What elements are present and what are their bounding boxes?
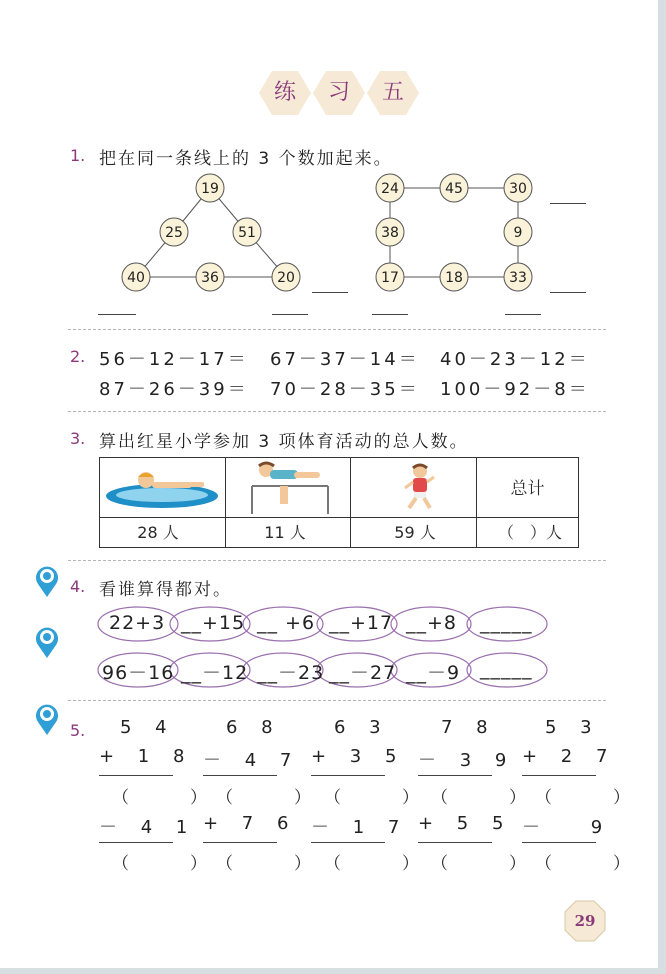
pin-icon (34, 625, 60, 659)
sq-node-bottom-mid: 18 (445, 270, 463, 286)
chain-2-step-3[interactable]: __－27 (329, 662, 397, 684)
sq-node-top-right: 30 (509, 181, 527, 197)
vertical-calc-3-op2: － 1 7 (311, 817, 409, 838)
tri-node-bottom-left: 40 (127, 270, 145, 286)
answer-blank-sq-top[interactable] (550, 203, 586, 204)
table-value-high-jump: 11 人 (264, 523, 306, 542)
equation-2-3: 100－92－8＝ (440, 379, 590, 400)
vertical-calc-2-answer2[interactable]: （ ） (216, 854, 333, 874)
vertical-calc-3-line2 (311, 842, 385, 843)
question-4-number: 4. (70, 577, 86, 596)
title-char-2: 习 (327, 80, 350, 105)
table-value-running: 59 人 (394, 523, 436, 542)
pin-icon (34, 564, 60, 598)
pin-icon (34, 702, 60, 736)
question-4-text: 看谁算得都对。 (99, 580, 232, 600)
page-edge-right (658, 0, 666, 974)
equation-2-1: 87－26－39＝ (99, 379, 249, 400)
answer-blank-sq-left[interactable] (372, 314, 408, 315)
chain-1-step-1[interactable]: __+15 (181, 612, 246, 634)
running-image (400, 462, 440, 514)
divider-1 (68, 329, 606, 330)
answer-blank-tri-left[interactable] (98, 314, 136, 315)
number-diagrams (100, 165, 620, 295)
sq-node-top-left: 24 (381, 181, 399, 197)
chain-1-step-4[interactable]: __+8 (406, 612, 458, 634)
vertical-calc-5-op2: － 9 (522, 817, 612, 838)
chain-2-step-4[interactable]: __－9 (406, 662, 461, 684)
vertical-calc-1-top: 5 4 (120, 717, 176, 738)
equation-1-2: 67－37－14＝ (270, 349, 420, 370)
vertical-calc-4-answer2[interactable]: （ ） (431, 854, 548, 874)
vertical-calc-2-op2: + 7 6 (203, 813, 298, 834)
chain-2-result[interactable]: _____ (480, 658, 533, 680)
sq-node-bottom-right: 33 (509, 270, 527, 286)
answer-blank-tri-right[interactable] (272, 314, 308, 315)
tri-node-right-mid: 51 (238, 225, 256, 241)
table-total-header: 总计 (510, 479, 545, 499)
chain-1-step-2[interactable]: __ +6 (257, 612, 316, 634)
vertical-calc-5-answer1[interactable]: （ ） (535, 788, 652, 808)
title-hexagon-2 (312, 70, 366, 116)
chain-2-step-2[interactable]: __－23 (257, 662, 325, 684)
title-char-1: 练 (273, 80, 296, 105)
vertical-calc-3-answer2[interactable]: （ ） (324, 854, 441, 874)
page-number: 29 (574, 912, 596, 930)
vertical-calc-1-op2: － 4 1 (99, 817, 197, 838)
page-edge-bottom (0, 968, 666, 974)
title-hexagon-1 (258, 70, 312, 116)
chain-1-step-3[interactable]: __+17 (329, 612, 394, 634)
tri-node-bottom-mid: 36 (201, 270, 219, 286)
table-value-total[interactable]: （ ）人 (497, 523, 562, 542)
vertical-calc-1-line1 (99, 775, 173, 776)
tri-node-bottom-right: 20 (277, 270, 295, 286)
chain-2-start: 96－16 (102, 662, 175, 684)
equation-2-2: 70－28－35＝ (270, 379, 420, 400)
equation-1-1: 56－12－17＝ (99, 349, 249, 370)
vertical-calc-4-op2: + 5 5 (418, 813, 513, 834)
tri-node-top: 19 (201, 181, 219, 197)
vertical-calc-1-line2 (99, 842, 173, 843)
sq-node-bottom-left: 17 (381, 270, 399, 286)
vertical-calc-4-line2 (418, 842, 492, 843)
vertical-calc-4-op1: － 3 9 (418, 750, 516, 771)
vertical-calc-3-top: 6 3 (334, 717, 390, 738)
vertical-calc-2-line1 (203, 775, 277, 776)
vertical-calc-3-answer1[interactable]: （ ） (324, 788, 441, 808)
vertical-calc-4-line1 (418, 775, 492, 776)
sq-node-top-mid: 45 (445, 181, 463, 197)
vertical-calc-2-top: 6 8 (226, 717, 282, 738)
title-hexagon-3 (366, 70, 420, 116)
question-1-number: 1. (70, 146, 86, 165)
chain-2-step-1[interactable]: __－12 (181, 662, 249, 684)
divider-2 (68, 411, 606, 412)
table-row-divider (100, 517, 578, 518)
vertical-calc-1-answer2[interactable]: （ ） (112, 854, 229, 874)
sq-node-left-mid: 38 (381, 225, 399, 241)
answer-blank-sq-right-col[interactable] (505, 314, 541, 315)
vertical-calc-3-op1: + 3 5 (311, 746, 406, 767)
vertical-calc-1-op1: + 1 8 (99, 746, 194, 767)
vertical-calc-5-answer2[interactable]: （ ） (535, 854, 652, 874)
question-2-number: 2. (70, 347, 86, 366)
question-5-number: 5. (70, 721, 86, 740)
tri-node-left-mid: 25 (165, 225, 183, 241)
vertical-calc-2-line2 (203, 842, 277, 843)
vertical-calc-3-line1 (311, 775, 385, 776)
vertical-calc-5-line2 (522, 842, 596, 843)
answer-blank-tri-bottom[interactable] (312, 292, 348, 293)
answer-blank-sq-bottom[interactable] (550, 292, 586, 293)
question-1-text: 把在同一条线上的 3 个数加起来。 (99, 149, 393, 169)
vertical-calc-5-op1: + 2 7 (522, 746, 617, 767)
vertical-calc-1-answer1[interactable]: （ ） (112, 788, 229, 808)
table-value-swimming: 28 人 (137, 523, 179, 542)
divider-3 (68, 560, 606, 561)
title-char-3: 五 (381, 80, 404, 105)
vertical-calc-2-answer1[interactable]: （ ） (216, 788, 333, 808)
high-jump-image (244, 460, 334, 516)
vertical-calc-4-answer1[interactable]: （ ） (431, 788, 548, 808)
equation-1-3: 40－23－12＝ (440, 349, 590, 370)
question-3-number: 3. (70, 429, 86, 448)
chain-1-start: 22+3 (109, 612, 166, 634)
vertical-calc-2-op1: － 4 7 (203, 750, 301, 771)
vertical-calc-5-top: 5 3 (545, 717, 601, 738)
vertical-calc-5-line1 (522, 775, 596, 776)
divider-4 (68, 700, 606, 701)
sq-node-right-mid: 9 (513, 225, 523, 241)
page-number-badge (564, 900, 606, 942)
question-3-text: 算出红星小学参加 3 项体育活动的总人数。 (99, 432, 469, 452)
vertical-calc-4-top: 7 8 (441, 717, 497, 738)
swimming-image (104, 464, 220, 512)
chain-1-result[interactable]: _____ (480, 612, 533, 634)
